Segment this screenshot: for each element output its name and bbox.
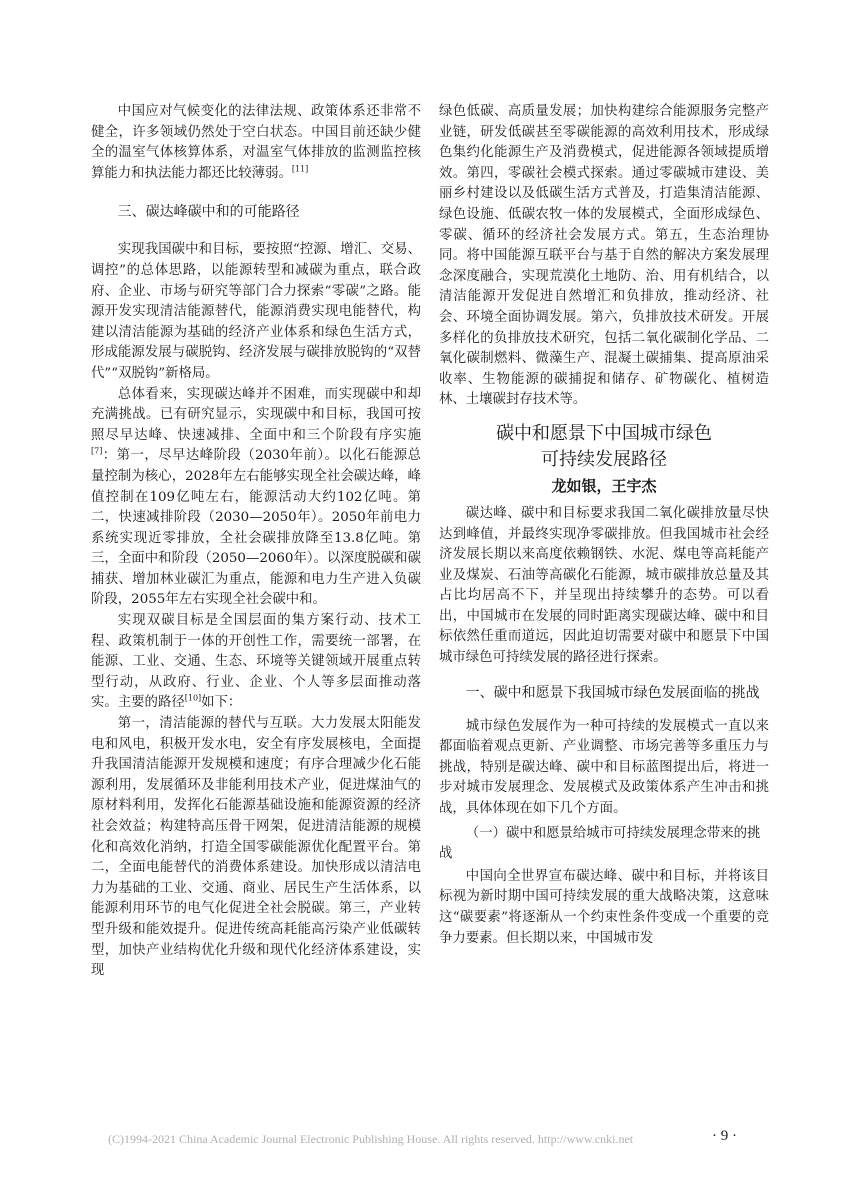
reference-mark: [7] [91, 446, 103, 456]
paragraph [91, 611, 421, 714]
paragraph-text: ：第一，尽早达峰阶段（2030年前）。以化石能源总量控制为核心，2028年左右能够实现全社会碳达峰，峰值控制在109亿吨左右，能源活动大约102亿吨。第二，快速减排阶段（2030—2050年）。2050年前电力系统实现近零排放，全社会碳排放降至13.8亿吨。第三，全面中和阶段（2050—2060年）。以深度脱碳和碳捕获、增加林业碳汇为重点，能源和电力生产进入负碳阶段，2055年左右实现全社会碳中和。 [91, 448, 421, 608]
article-title-line: 可持续发展路径 [541, 448, 667, 470]
page-number: · 9 · [712, 1128, 737, 1144]
copyright-footer: (C)1994-2021 China Academic Journal Electronic Publishing House. All rights reserved. http://www.cnki.net [108, 1132, 634, 1146]
paragraph-text: 实现双碳目标是全国层面的集方案行动、技术工程、政策机制于一体的开创性工作，需要统一部署，在能源、工业、交通、生态、环境等关键领域开展重点转型行动，从政府、行业、企业、个人等多层面推动落实。主要的路径 [91, 613, 421, 711]
paragraph [91, 102, 421, 184]
subsection-heading: （一）碳中和愿景给城市可持续发展理念带来的挑战 [439, 825, 761, 862]
paragraph: 碳达峰、碳中和目标要求我国二氧化碳排放量尽快达到峰值，并最终实现净零碳排放。但我国城市社会经济发展长期以来高度依赖钢铁、水泥、煤电等高耗能产业及煤炭、石油等高碳化石能源，城市碳排放总量及其占比均居高不下，并呈现出持续攀升的态势。可以看出，中国城市在发展的同时距离实现碳达峰、碳中和目标依然任重而道远，因此迫切需要对碳中和愿景下中国城市绿色可持续发展的路径进行探索。 [439, 505, 769, 666]
reference-mark: [10] [184, 693, 202, 703]
paragraph-text: 如下： [201, 695, 242, 711]
left-column [91, 102, 421, 982]
paragraph-text: 中国应对气候变化的法律法规、政策体系还非常不健全，许多领域仍然处于空白状态。中国目前还缺少健全的温室气体核算体系，对温室气体排放的监测监控核算能力和执法能力都还比较薄弱。 [91, 104, 421, 181]
paragraph: 中国向全世界宣布碳达峰、碳中和目标，并将该目标视为新时期中国可持续发展的重大战略决策，这意味这“碳要素”将逐渐从一个约束性条件变成一个重要的竞争力要素。但长期以来，中国城市发 [439, 868, 769, 946]
article-title [439, 421, 769, 473]
section-heading: 一、碳中和愿景下我国城市绿色发展面临的挑战 [465, 684, 760, 701]
section-heading: 三、碳达峰碳中和的可能路径 [117, 204, 300, 221]
paragraph: 绿色低碳、高质量发展；加快构建综合能源服务完整产业链，研发低碳甚至零碳能源的高效利用技术，形成绿色集约化能源生产及消费模式，促进能源各领域提质增效。第四，零碳社会模式探索。通过零碳城市建设、美丽乡村建设以及低碳生活方式普及，打造集清洁能源、绿色设施、低碳农牧一体的发展模式，全面形成绿色、零碳、循环的经济社会发展方式。第五，生态治理协同。将中国能源互联平台与基于自然的解决方案发展理念深度融合，实现荒漠化土地防、治、用有机结合，以清洁能源开发促进自然增汇和负排放，推动经济、社会、环境全面协调发展。第六，负排放技术研发。开展多样化的负排放技术研究，包括二氧化碳制化学品、二氧化碳制燃料、微藻生产、混凝土碳捕集、提高原油采收率、生物能源的碳捕捉和储存、矿物碳化、植树造林、土壤碳封存技术等。 [439, 104, 769, 408]
authors: 龙如银，王宇杰 [551, 476, 657, 495]
paragraph: 实现我国碳中和目标，要按照“控源、增汇、交易、调控”的总体思路，以能源转型和减碳为重点，联合政府、企业、市场与研究等部门合力探索“零碳”之路。能源开发实现清洁能源替代，能源消费实现电能替代，构建以清洁能源为基础的经济产业体系和绿色生活方式，形成能源发展与碳脱钩、经济发展与碳排放脱钩的“双替代”“双脱钩”新格局。 [91, 242, 421, 381]
article-title-line: 碳中和愿景下中国城市绿色 [496, 422, 712, 444]
paragraph-text: 总体看来，实现碳达峰并不困难，而实现碳中和却充满挑战。已有研究显示，实现碳中和目标，我国可按照尽早达峰、快速减排、全面中和三个阶段有序实施 [91, 386, 421, 443]
reference-mark: [11] [291, 164, 309, 174]
right-column [439, 102, 769, 949]
paragraph [91, 385, 421, 612]
paragraph: 第一，清洁能源的替代与互联。大力发展太阳能发电和风电，积极开发水电，安全有序发展核电，全面提升我国清洁能源开发规模和速度；有序合理减少化石能源利用，发展循环及非能利用技术产业，促进煤油气的原材料利用，发挥化石能源基础设施和能源资源的经济社会效益；构建特高压骨干网架，促进清洁能源的规模化和高效化消纳，打造全国零碳能源优化配置平台。第二，全面电能替代的消费体系建设。加快形成以清洁电力为基础的工业、交通、商业、居民生产生活体系，以能源利用环节的电气化促进全社会脱碳。第三，产业转型升级和能效提升。促进传统高耗能高污染产业低碳转型，加快产业结构优化升级和现代化经济体系建设，实现 [91, 716, 421, 979]
paragraph: 城市绿色发展作为一种可持续的发展模式一直以来都面临着观点更新、产业调整、市场完善等多重压力与挑战，特别是碳达峰、碳中和目标蓝图提出后，将进一步对城市发展理念、发展模式及政策体系产生冲击和挑战，具体体现在如下几个方面。 [439, 718, 769, 817]
